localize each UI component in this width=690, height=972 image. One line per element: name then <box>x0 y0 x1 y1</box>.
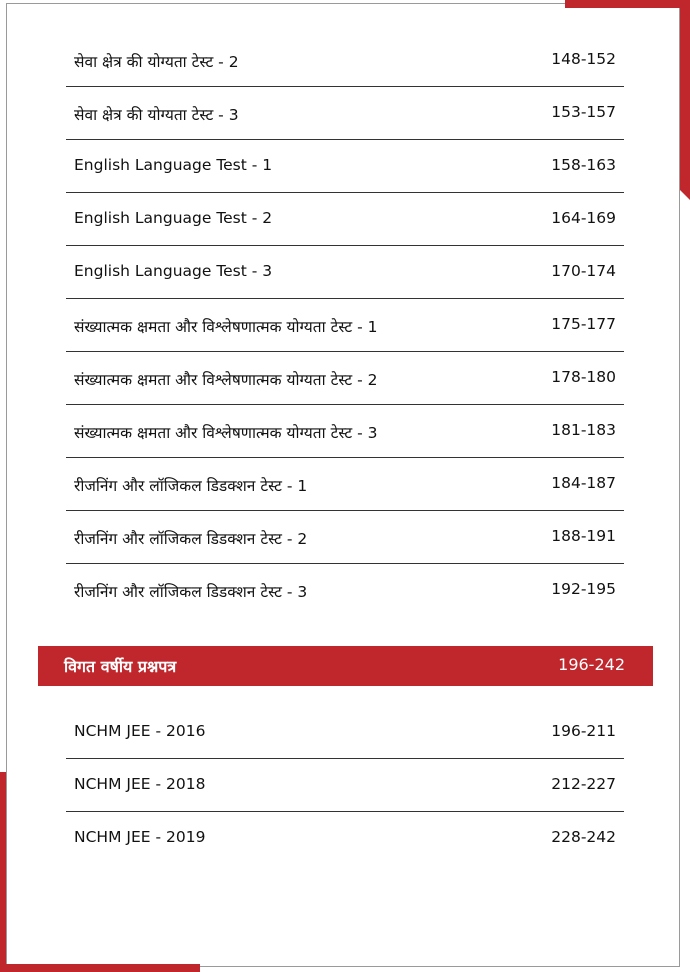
toc-row[interactable] <box>66 405 624 458</box>
toc-title: English Language Test - 3 <box>74 262 273 280</box>
toc-row[interactable] <box>66 812 624 865</box>
toc-pages: 158-163 <box>551 156 616 174</box>
toc-pages: 184-187 <box>551 474 616 492</box>
toc-title: NCHM JEE - 2016 <box>74 722 206 740</box>
toc-title: सेवा क्षेत्र की योग्यता टेस्ट - 3 <box>74 106 239 124</box>
toc-row[interactable] <box>66 34 624 87</box>
toc-title: NCHM JEE - 2019 <box>74 828 206 846</box>
toc-title: English Language Test - 2 <box>74 209 273 227</box>
toc-pages: 188-191 <box>551 527 616 545</box>
toc-row[interactable] <box>66 352 624 405</box>
section-header[interactable] <box>38 646 653 686</box>
toc-pages: 164-169 <box>551 209 616 227</box>
toc-row[interactable] <box>66 458 624 511</box>
toc-pages: 178-180 <box>551 368 616 386</box>
toc-pages: 148-152 <box>551 50 616 68</box>
toc-pages: 228-242 <box>551 828 616 846</box>
toc-pages: 192-195 <box>551 580 616 598</box>
toc-title: संख्यात्मक क्षमता और विश्लेषणात्मक योग्यता टेस्ट - 1 <box>74 318 378 336</box>
toc-row[interactable] <box>66 87 624 140</box>
toc-row[interactable] <box>66 140 624 193</box>
toc-title: रीजनिंग और लॉजिकल डिडक्शन टेस्ट - 1 <box>74 477 308 495</box>
section-pages: 196-242 <box>558 655 625 674</box>
toc-row[interactable] <box>66 564 624 617</box>
toc-title: संख्यात्मक क्षमता और विश्लेषणात्मक योग्यता टेस्ट - 3 <box>74 424 378 442</box>
toc-title: English Language Test - 1 <box>74 156 273 174</box>
toc-pages: 181-183 <box>551 421 616 439</box>
section-title: विगत वर्षीय प्रश्नपत्र <box>64 657 177 676</box>
toc-row[interactable] <box>66 706 624 759</box>
toc-row[interactable] <box>66 299 624 352</box>
toc-row[interactable] <box>66 759 624 812</box>
toc-title: संख्यात्मक क्षमता और विश्लेषणात्मक योग्यता टेस्ट - 2 <box>74 371 378 389</box>
toc-title: रीजनिंग और लॉजिकल डिडक्शन टेस्ट - 2 <box>74 530 308 548</box>
toc-title: NCHM JEE - 2018 <box>74 775 206 793</box>
toc-row[interactable] <box>66 511 624 564</box>
toc-pages: 175-177 <box>551 315 616 333</box>
toc-pages: 153-157 <box>551 103 616 121</box>
toc-title: रीजनिंग और लॉजिकल डिडक्शन टेस्ट - 3 <box>74 583 308 601</box>
toc-pages: 212-227 <box>551 775 616 793</box>
toc-title: सेवा क्षेत्र की योग्यता टेस्ट - 2 <box>74 53 239 71</box>
toc-pages: 170-174 <box>551 262 616 280</box>
toc-row[interactable] <box>66 246 624 299</box>
toc-row[interactable] <box>66 193 624 246</box>
toc-pages: 196-211 <box>551 722 616 740</box>
